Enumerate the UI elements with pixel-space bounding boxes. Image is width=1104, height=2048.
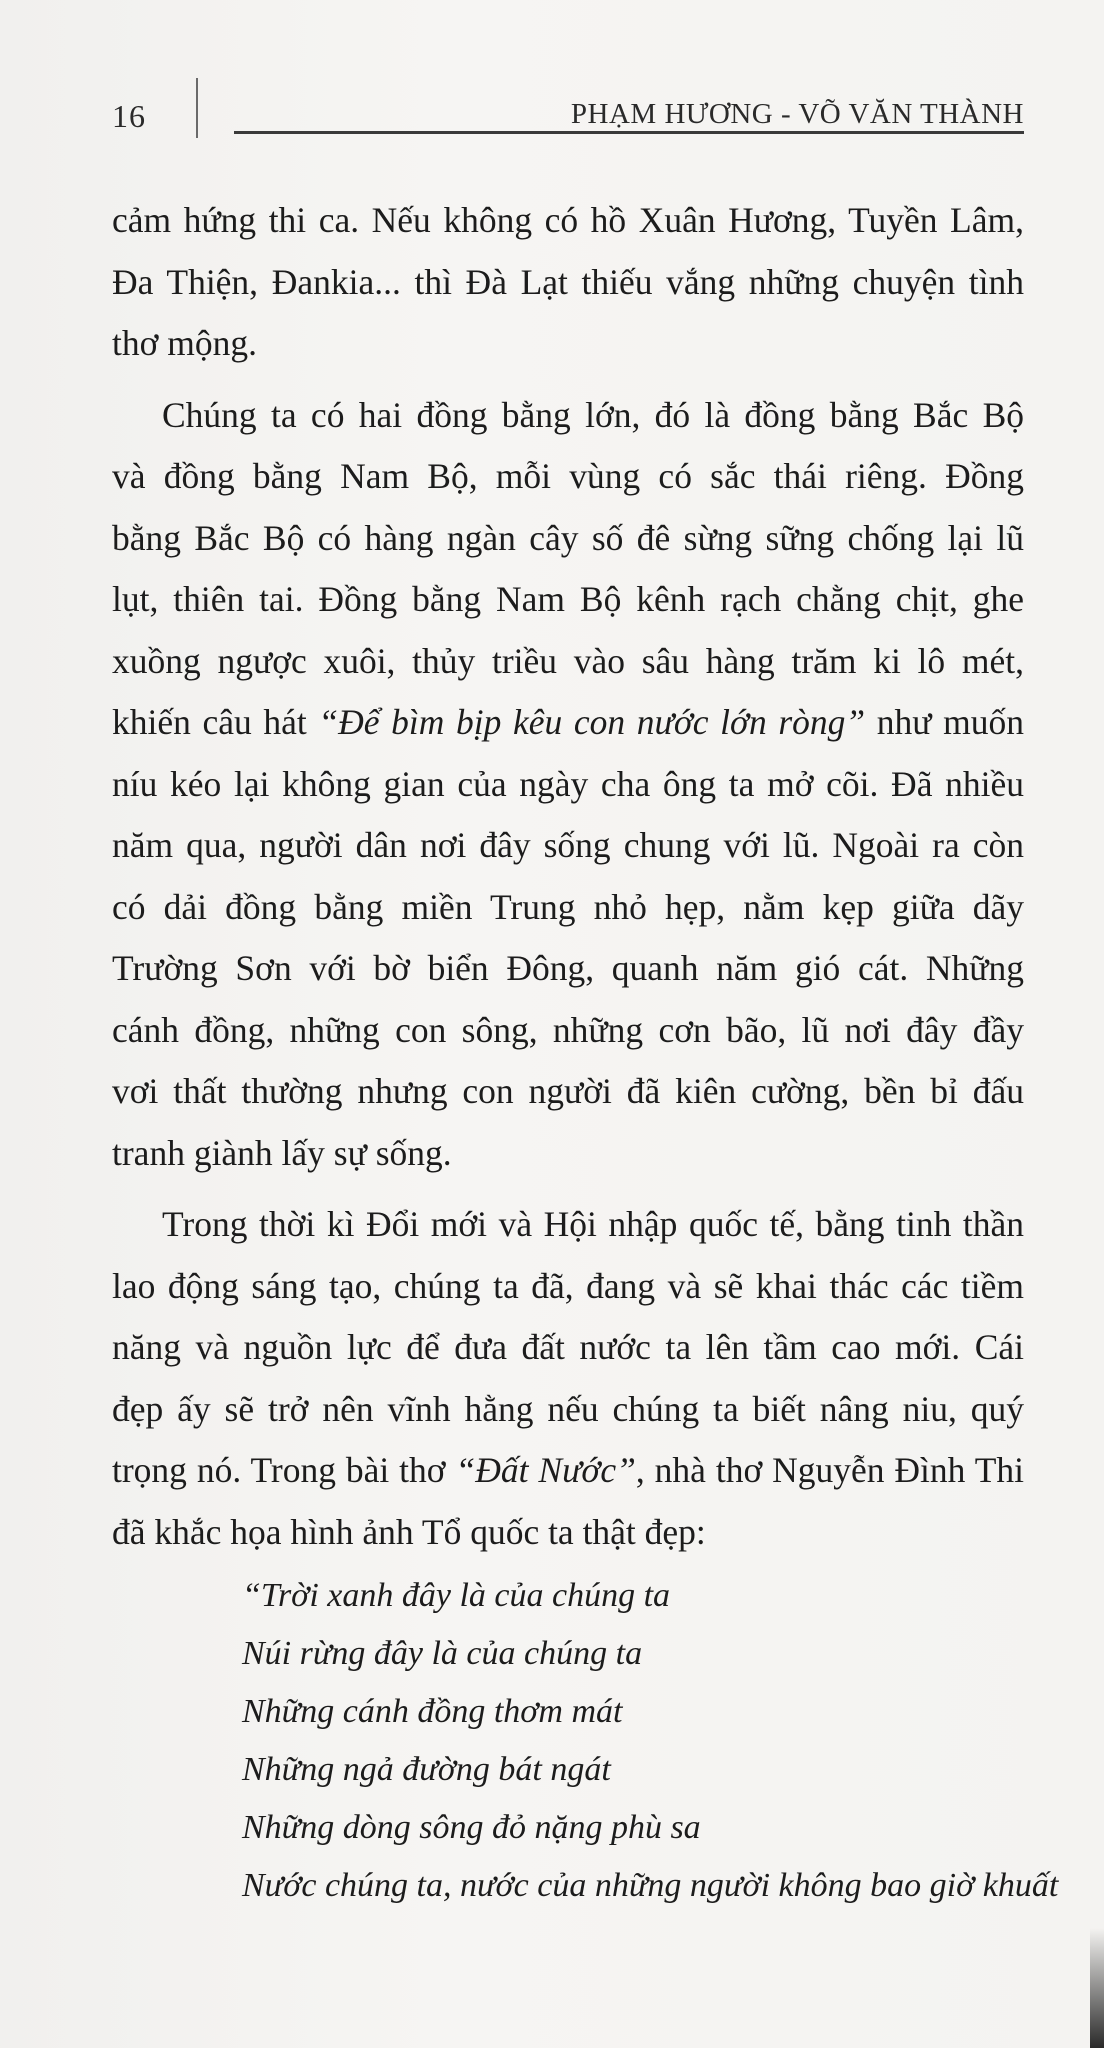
text-line-with-quote [112,692,1024,754]
text-line: cảm hứng thi ca. Nếu không có hồ Xuân Hương, Tuyền Lâm, [112,200,1024,240]
poem-line: Nước chúng ta, nước của những người không bao giờ khuất [242,1867,1059,1904]
text-run: trọng nó. Trong bài thơ [112,1450,456,1490]
text-line: Trong thời kì Đổi mới và Hội nhập quốc tế, bằng tinh thần [162,1204,1024,1244]
text-line: thơ mộng. [112,323,257,363]
text-line: lụt, thiên tai. Đồng bằng Nam Bộ kênh rạch chằng chịt, ghe [112,579,1024,619]
text-line: vơi thất thường nhưng con người đã kiên cường, bền bỉ đấu [112,1071,1024,1111]
text-run: khiến câu hát [112,702,319,742]
text-line: năm qua, người dân nơi đây sống chung với lũ. Ngoài ra còn [112,825,1024,865]
text-line: níu kéo lại không gian của ngày cha ông ta mở cõi. Đã nhiều [112,763,1024,804]
text-line: đã khắc họa hình ảnh Tổ quốc ta thật đẹp: [112,1511,706,1552]
header-divider [196,78,198,138]
poem-line: Những cánh đồng thơm mát [242,1693,623,1730]
text-line: lao động sáng tạo, chúng ta đã, đang và sẽ khai thác các tiềm [112,1265,1024,1306]
running-head: PHẠM HƯƠNG - VÕ VĂN THÀNH [570,98,1024,130]
poem-line: Những ngả đường bát ngát [242,1751,611,1788]
paragraph-2 [112,385,1024,1185]
header-rule [234,131,1024,134]
poem-title: “Đất Nước” [455,1450,636,1490]
poem-block [112,1567,1059,1915]
text-line: Đa Thiện, Đankia... thì Đà Lạt thiếu vắng những chuyện tình [112,261,1024,302]
text-line: Chúng ta có hai đồng bằng lớn, đó là đồng bằng Bắc Bộ [162,394,1024,435]
text-run: như muốn [865,702,1024,742]
text-line: bằng Bắc Bộ có hàng ngàn cây số đê sừng sững chống lại lũ [112,517,1024,558]
page-number: 16 [112,98,146,134]
text-line: cánh đồng, những con sông, những cơn bão, lũ nơi đây đầy [112,1009,1024,1050]
text-line: xuồng ngược xuôi, thủy triều vào sâu hàng trăm ki lô mét, [112,640,1024,681]
poem-line: “Trời xanh đây là của chúng ta [242,1577,671,1614]
poem-line: Núi rừng đây là của chúng ta [242,1635,643,1672]
paragraph-3 [112,1194,1024,1563]
text-run: , nhà thơ Nguyễn Đình Thi [635,1450,1024,1490]
paragraph-1 [112,190,1024,375]
text-line: và đồng bằng Nam Bộ, mỗi vùng có sắc thái riêng. Đồng [112,456,1024,496]
text-line: Trường Sơn với bờ biển Đông, quanh năm gió cát. Những [112,948,1024,988]
text-line-with-title [112,1440,1024,1502]
text-line: có dải đồng bằng miền Trung nhỏ hẹp, nằm kẹp giữa dãy [112,886,1024,927]
poem-line: Những dòng sông đỏ nặng phù sa [242,1809,701,1846]
text-line: tranh giành lấy sự sống. [112,1132,452,1173]
page-edge-shadow [1090,1928,1104,2048]
text-line: đẹp ấy sẽ trở nên vĩnh hằng nếu chúng ta biết nâng niu, quý [112,1388,1024,1429]
text-line: năng và nguồn lực để đưa đất nước ta lên tầm cao mới. Cái [112,1327,1024,1367]
body-text [112,190,1059,1915]
song-quote: “Để bìm bịp kêu con nước lớn ròng” [318,702,866,742]
